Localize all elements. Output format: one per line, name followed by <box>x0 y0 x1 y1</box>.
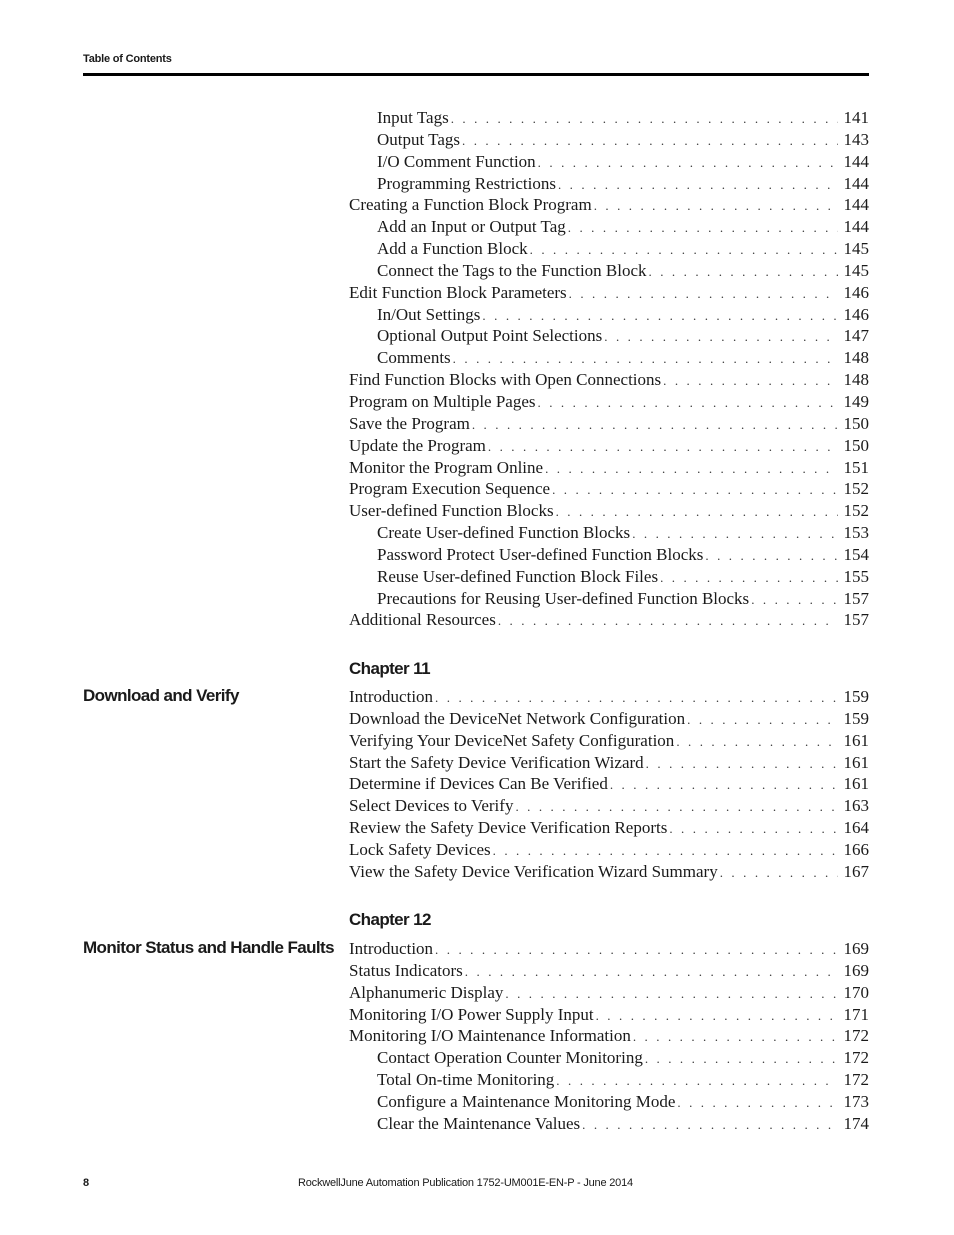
toc-dot-leader <box>604 326 837 347</box>
toc-dot-leader <box>556 1070 837 1091</box>
toc-entry-title: Password Protect User-defined Function Blocks <box>377 544 704 564</box>
toc-dot-leader <box>515 796 837 817</box>
toc-dot-leader <box>660 567 837 588</box>
toc-dot-leader <box>676 731 837 752</box>
toc-entry-title: Create User-defined Function Blocks <box>377 523 631 543</box>
toc-dot-leader <box>568 217 838 238</box>
chapter-12-label: Chapter 12 <box>349 910 431 929</box>
toc-entry[interactable] <box>349 325 869 347</box>
toc-dot-leader <box>596 1005 838 1026</box>
toc-entry-title: Program on Multiple Pages <box>349 391 536 411</box>
toc-entry-title: Optional Output Point Selections <box>377 326 603 346</box>
toc-entry-title: Save the Program <box>349 413 470 433</box>
toc-entry-page: 167 <box>843 861 869 881</box>
toc-entry-title: Review the Safety Device Verification Reports <box>349 818 668 838</box>
toc-entry-title: Lock Safety Devices <box>349 839 491 859</box>
toc-entry-page: 147 <box>843 326 869 346</box>
toc-dot-leader <box>687 709 837 730</box>
toc-entry[interactable] <box>349 194 869 216</box>
toc-entry-title: Precautions for Reusing User-defined Function Blocks <box>377 588 750 608</box>
toc-entry-page: 148 <box>843 348 869 368</box>
toc-entry-page: 155 <box>843 566 869 586</box>
toc-entry-page: 171 <box>843 1004 869 1024</box>
toc-entry[interactable] <box>349 1004 869 1026</box>
toc-entry-title: Programming Restrictions <box>377 173 556 193</box>
toc-entry[interactable] <box>349 391 869 413</box>
toc-dot-leader <box>472 414 838 435</box>
toc-entry[interactable] <box>349 1091 869 1113</box>
toc-dot-leader <box>582 1114 837 1135</box>
toc-entry[interactable] <box>349 129 869 151</box>
toc-entry-title: Introduction <box>349 687 434 706</box>
toc-entry-page: 144 <box>843 195 869 215</box>
toc-dot-leader <box>552 479 837 500</box>
toc-dot-leader <box>594 195 838 216</box>
toc-entry-title: Additional Resources <box>349 610 496 630</box>
toc-entry[interactable] <box>349 457 869 479</box>
chapter-12-title[interactable]: Monitor Status and Handle Faults <box>83 938 334 957</box>
toc-entry-title: Monitoring I/O Power Supply Input <box>349 1004 594 1024</box>
toc-dot-leader <box>488 436 838 457</box>
toc-entry-title: Total On-time Monitoring <box>377 1070 555 1090</box>
toc-entry[interactable] <box>349 566 869 588</box>
toc-entry-page: 169 <box>843 960 869 980</box>
toc-entry-title: Configure a Maintenance Monitoring Mode <box>377 1091 676 1111</box>
toc-entry[interactable] <box>349 347 869 369</box>
toc-dot-leader <box>530 239 838 260</box>
toc-entry-page: 164 <box>843 818 869 838</box>
chapter-11-title[interactable]: Download and Verify <box>83 686 239 705</box>
toc-entry-title: Select Devices to Verify <box>349 796 514 816</box>
toc-entry[interactable] <box>349 795 869 817</box>
toc-entry[interactable] <box>349 478 869 500</box>
toc-dot-leader <box>493 840 838 861</box>
toc-entry-page: 172 <box>843 1048 869 1068</box>
toc-dot-leader <box>649 261 838 282</box>
toc-entry-page: 152 <box>843 501 869 521</box>
running-header: Table of Contents <box>83 53 172 65</box>
toc-entry-title: Monitoring I/O Maintenance Information <box>349 1026 631 1046</box>
toc-entry-page: 161 <box>843 774 869 794</box>
toc-entry-page: 169 <box>843 939 869 958</box>
toc-entry-title: Update the Program <box>349 435 486 455</box>
toc-entry-title: Determine if Devices Can Be Verified <box>349 774 608 794</box>
toc-entry[interactable] <box>349 1025 869 1047</box>
toc-entry-title: Creating a Function Block Program <box>349 195 592 215</box>
toc-dot-leader <box>435 939 837 960</box>
toc-entry-page: 157 <box>843 610 869 630</box>
toc-entry[interactable] <box>349 1047 869 1069</box>
toc-entry-title: Add a Function Block <box>377 239 528 259</box>
toc-entry-page: 154 <box>843 544 869 564</box>
toc-entry-page: 148 <box>843 370 869 390</box>
toc-dot-leader <box>465 961 838 982</box>
header-rule <box>83 73 869 76</box>
toc-entry-page: 144 <box>843 151 869 171</box>
toc-entry-page: 173 <box>843 1091 869 1111</box>
toc-dot-leader <box>663 370 837 391</box>
toc-dot-leader <box>645 1048 838 1069</box>
toc-entry[interactable] <box>349 1069 869 1091</box>
toc-entry-title: Verifying Your DeviceNet Safety Configuration <box>349 730 675 750</box>
toc-entry-page: 172 <box>843 1026 869 1046</box>
toc-entry[interactable] <box>349 544 869 566</box>
toc-entry[interactable] <box>349 107 869 129</box>
toc-entry-title: Comments <box>377 348 451 368</box>
toc-entry[interactable] <box>349 773 869 795</box>
toc-entry-title: Output Tags <box>377 129 461 149</box>
toc-entry-page: 149 <box>843 391 869 411</box>
toc-entry[interactable] <box>349 817 869 839</box>
toc-dot-leader <box>498 610 838 631</box>
toc-entry-page: 150 <box>843 413 869 433</box>
toc-entry-title: Input Tags <box>377 108 449 127</box>
toc-entry[interactable] <box>349 861 869 883</box>
toc-dot-leader <box>558 174 838 195</box>
toc-dot-leader <box>453 348 838 369</box>
toc-entry-title: I/O Comment Function <box>377 151 536 171</box>
toc-entry-page: 152 <box>843 479 869 499</box>
toc-entry-title: Introduction <box>349 939 434 958</box>
toc-dot-leader <box>610 774 838 795</box>
toc-entry-title: In/Out Settings <box>377 304 481 324</box>
toc-entry-title: Start the Safety Device Verification Wizard <box>349 752 644 772</box>
toc-entry[interactable] <box>349 238 869 260</box>
toc-entry[interactable] <box>349 151 869 173</box>
toc-entry-page: 161 <box>843 752 869 772</box>
toc-entry-page: 146 <box>843 304 869 324</box>
toc-dot-leader <box>538 152 838 173</box>
toc-entry-page: 144 <box>843 217 869 237</box>
toc-entry[interactable] <box>349 500 869 522</box>
toc-continued-list <box>349 107 869 631</box>
toc-entry-title: Connect the Tags to the Function Block <box>377 260 647 280</box>
toc-dot-leader <box>646 753 838 774</box>
toc-entry-page: 163 <box>843 796 869 816</box>
toc-dot-leader <box>505 983 837 1004</box>
chapter-11-label: Chapter 11 <box>349 659 430 678</box>
toc-entry-page: 141 <box>843 108 869 127</box>
toc-entry-page: 157 <box>843 588 869 608</box>
toc-chapter-12-list <box>349 938 869 1135</box>
toc-entry[interactable] <box>349 1113 869 1135</box>
toc-dot-leader <box>435 687 837 708</box>
toc-entry-page: 161 <box>843 730 869 750</box>
toc-entry-title: Contact Operation Counter Monitoring <box>377 1048 643 1068</box>
toc-dot-leader <box>482 305 837 326</box>
toc-dot-leader <box>669 818 837 839</box>
toc-entry[interactable] <box>349 839 869 861</box>
toc-dot-leader <box>545 458 837 479</box>
toc-entry-title: View the Safety Device Verification Wizard Summary <box>349 861 718 881</box>
toc-entry-page: 151 <box>843 457 869 477</box>
toc-entry-page: 145 <box>843 239 869 259</box>
toc-dot-leader <box>451 108 838 129</box>
toc-dot-leader <box>720 862 838 883</box>
toc-entry-page: 172 <box>843 1070 869 1090</box>
toc-entry[interactable] <box>349 730 869 752</box>
toc-entry-title: Add an Input or Output Tag <box>377 217 566 237</box>
toc-entry[interactable] <box>349 938 869 960</box>
toc-entry-page: 170 <box>843 982 869 1002</box>
toc-entry-title: Edit Function Block Parameters <box>349 282 567 302</box>
toc-entry-page: 159 <box>843 687 869 706</box>
toc-entry-title: Monitor the Program Online <box>349 457 544 477</box>
toc-entry-title: Alphanumeric Display <box>349 982 504 1002</box>
toc-entry[interactable] <box>349 982 869 1004</box>
footer-publication: RockwellJune Automation Publication 1752-UM001E-EN-P - June 2014 <box>298 1177 633 1189</box>
toc-entry[interactable] <box>349 752 869 774</box>
toc-entry-title: Reuse User-defined Function Block Files <box>377 566 659 586</box>
toc-entry-page: 144 <box>843 173 869 193</box>
toc-entry[interactable] <box>349 369 869 391</box>
toc-entry[interactable] <box>349 960 869 982</box>
toc-entry[interactable] <box>349 173 869 195</box>
toc-entry[interactable] <box>349 282 869 304</box>
toc-dot-leader <box>705 545 837 566</box>
toc-entry[interactable] <box>349 435 869 457</box>
toc-dot-leader <box>633 1026 838 1047</box>
toc-dot-leader <box>556 501 838 522</box>
toc-dot-leader <box>569 283 838 304</box>
toc-entry-page: 153 <box>843 523 869 543</box>
toc-dot-leader <box>538 392 838 413</box>
footer-page-number: 8 <box>83 1177 90 1189</box>
toc-entry-title: Download the DeviceNet Network Configuration <box>349 708 686 728</box>
toc-dot-leader <box>751 589 837 610</box>
toc-entry-page: 174 <box>843 1113 869 1133</box>
toc-entry[interactable] <box>349 708 869 730</box>
toc-dot-leader <box>677 1092 837 1113</box>
toc-entry[interactable] <box>349 588 869 610</box>
toc-entry-page: 146 <box>843 282 869 302</box>
toc-dot-leader <box>462 130 837 151</box>
toc-entry-title: User-defined Function Blocks <box>349 501 554 521</box>
toc-dot-leader <box>632 523 837 544</box>
toc-entry-title: Status Indicators <box>349 960 463 980</box>
toc-entry[interactable] <box>349 686 869 708</box>
toc-entry[interactable] <box>349 260 869 282</box>
toc-chapter-11-list <box>349 686 869 883</box>
toc-entry-page: 145 <box>843 260 869 280</box>
toc-entry[interactable] <box>349 413 869 435</box>
toc-entry-title: Find Function Blocks with Open Connections <box>349 370 662 390</box>
toc-entry[interactable] <box>349 609 869 631</box>
toc-entry-page: 159 <box>843 708 869 728</box>
toc-entry-page: 150 <box>843 435 869 455</box>
toc-entry-title: Clear the Maintenance Values <box>377 1113 581 1133</box>
toc-entry[interactable] <box>349 304 869 326</box>
toc-entry[interactable] <box>349 216 869 238</box>
toc-entry-page: 166 <box>843 839 869 859</box>
toc-entry-title: Program Execution Sequence <box>349 479 551 499</box>
toc-entry-page: 143 <box>843 129 869 149</box>
toc-entry[interactable] <box>349 522 869 544</box>
